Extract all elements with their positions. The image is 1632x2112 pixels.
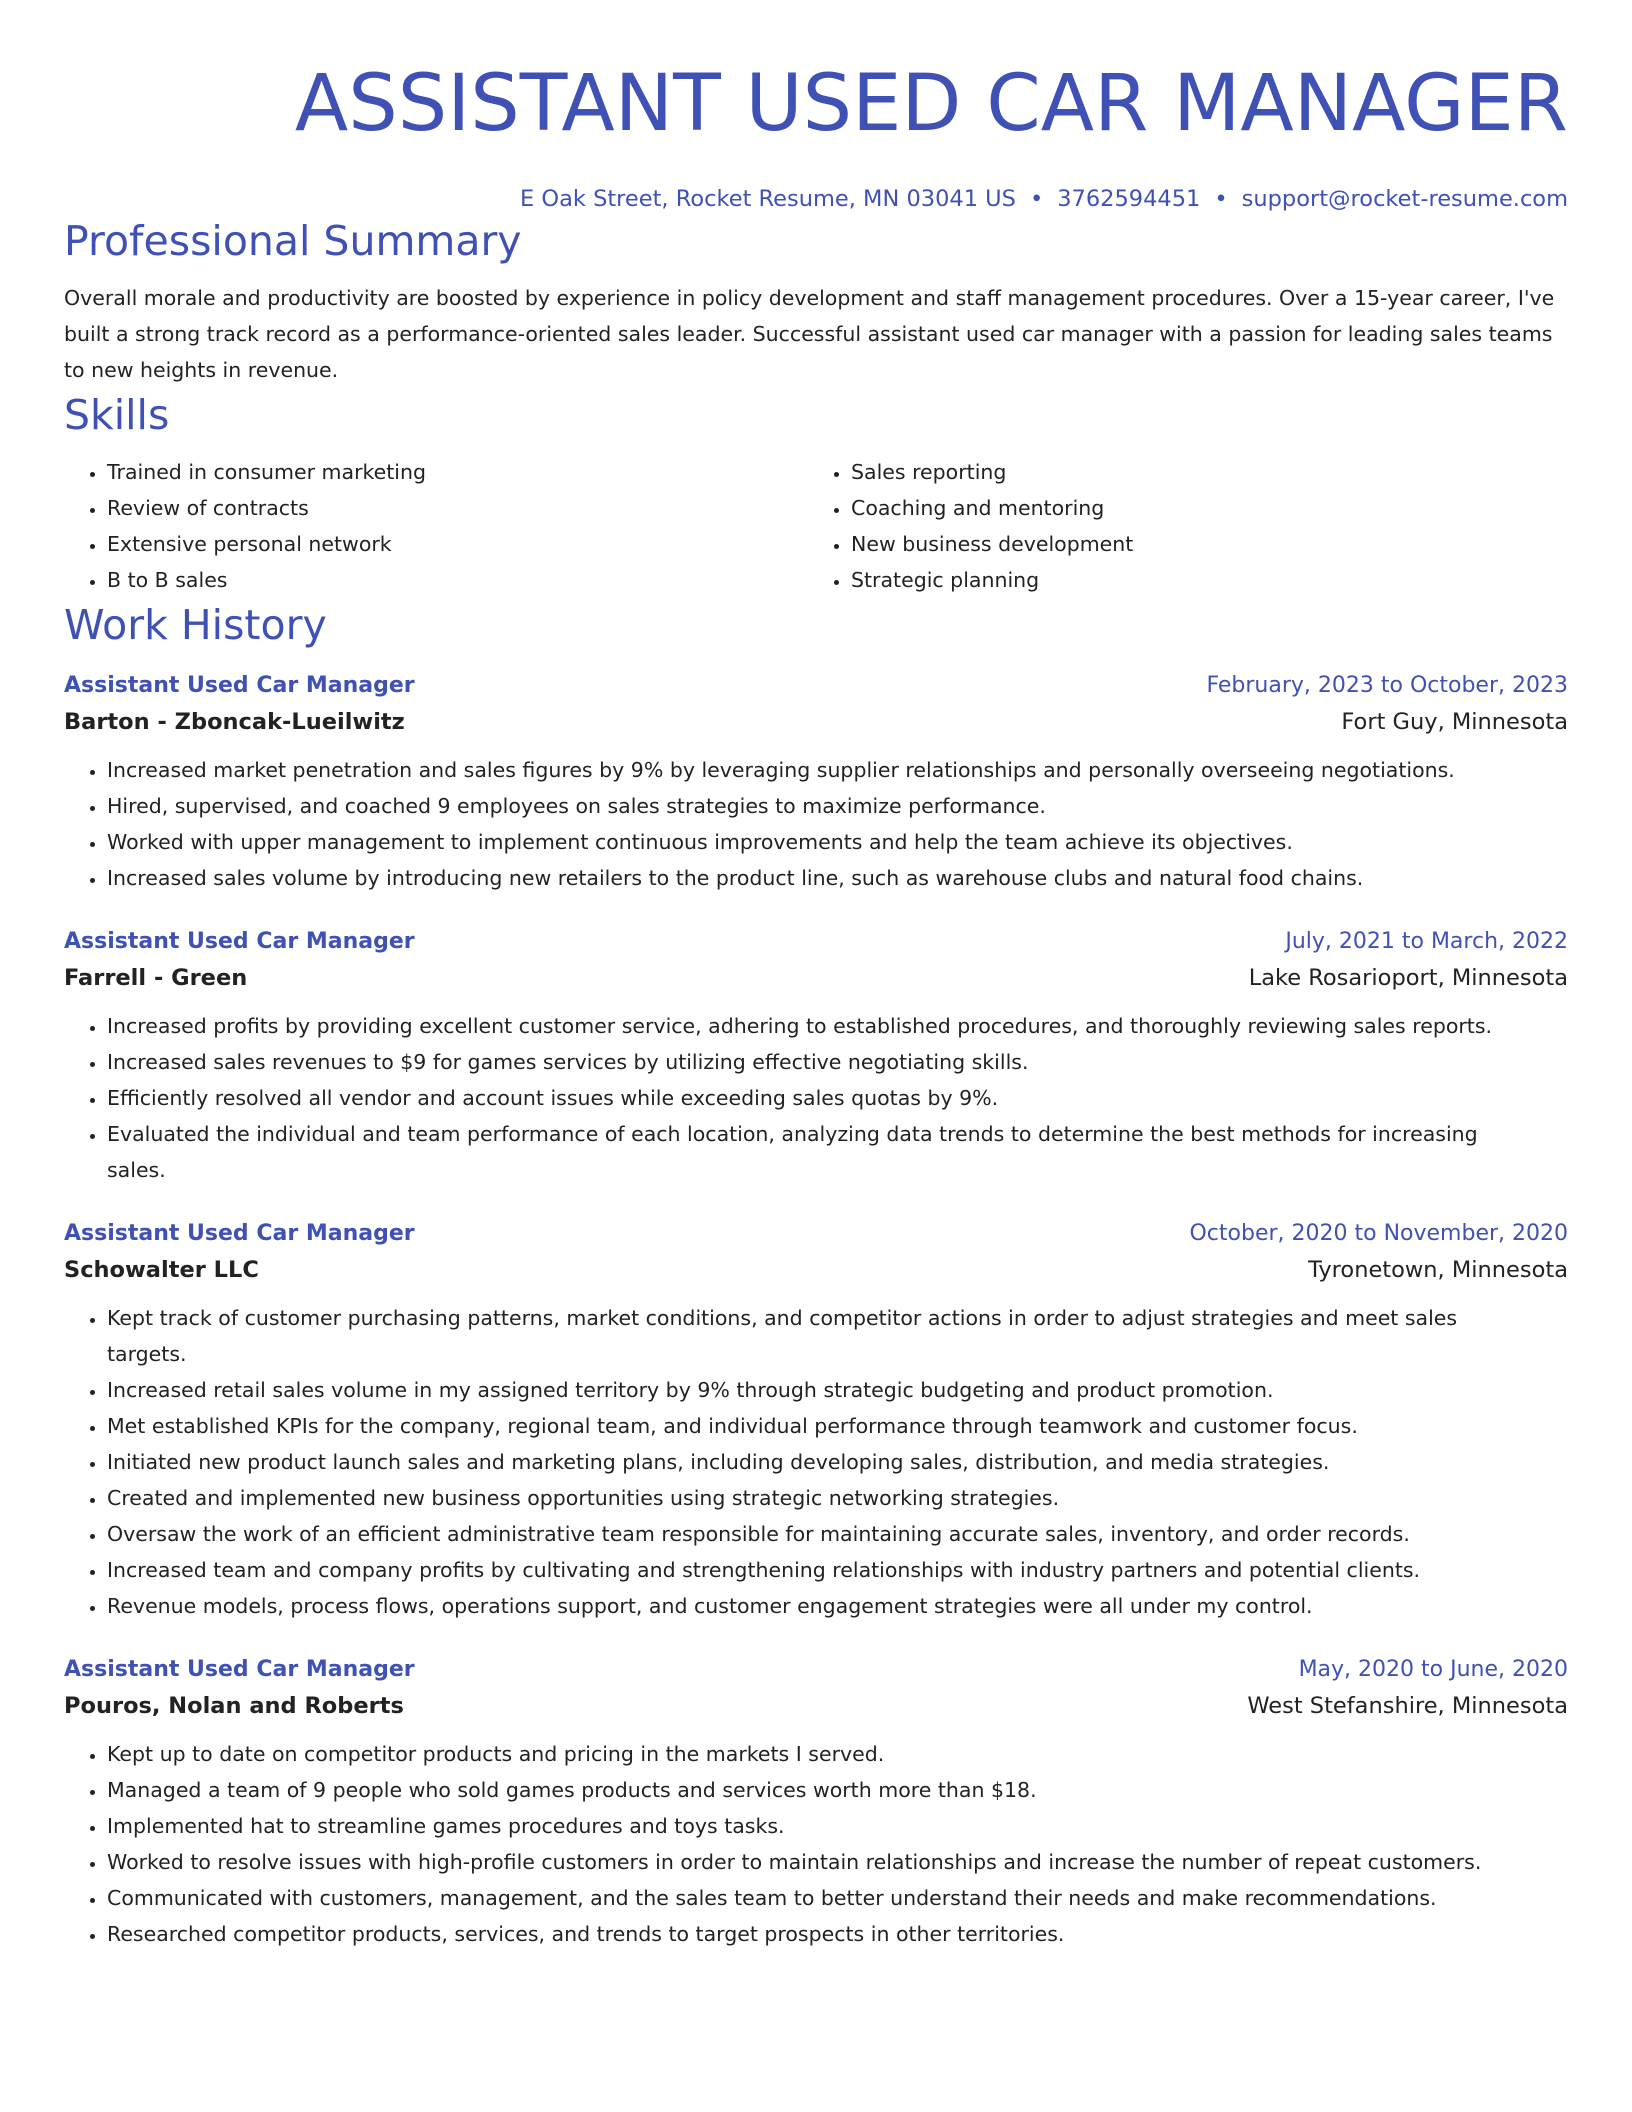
job-entry [64, 1654, 1568, 1952]
contact-separator: • [1029, 186, 1044, 212]
email-link[interactable]: support@rocket-resume.com [1241, 186, 1568, 212]
job-bullet: • Researched competitor products, services, and trends to target prospects in other territories. [107, 1916, 1568, 1952]
job-bullet: • Hired, supervised, and coached 9 employees on sales strategies to maximize performance. [107, 788, 1568, 824]
skills-column-right [807, 454, 1571, 598]
job-location: Fort Guy, Minnesota [1341, 709, 1568, 735]
summary-text: Overall morale and productivity are boosted by experience in policy development and staff management procedures. Over a 15-year career, I've built a strong track record as a performance-oriented sales leader. Successful assistant used car manager with a passion for leading sales teams to new heights in revenue. [64, 286, 1555, 382]
job-bullet: • Kept track of customer purchasing patterns, market conditions, and competitor actions in order to adjust strategies and meet sales targets. [107, 1300, 1568, 1372]
summary-heading: Professional Summary [64, 217, 522, 265]
job-company: Barton - Zboncak-Lueilwitz [64, 709, 405, 735]
job-bullet: • Increased sales volume by introducing new retailers to the product line, such as warehouse clubs and natural food chains. [107, 860, 1568, 896]
skill-item: • Strategic planning [851, 562, 1571, 598]
job-bullet: • Initiated new product launch sales and marketing plans, including developing sales, distribution, and media strategies. [107, 1444, 1568, 1480]
job-bullet: • Increased sales revenues to $9 for games services by utilizing effective negotiating skills. [107, 1044, 1568, 1080]
work-history-list [64, 670, 1568, 1952]
job-location: Tyronetown, Minnesota [1308, 1257, 1568, 1283]
job-bullet: • Managed a team of 9 people who sold games products and services worth more than $18. [107, 1772, 1568, 1808]
skill-item: • Trained in consumer marketing [107, 454, 807, 490]
job-bullet: • Worked to resolve issues with high-profile customers in order to maintain relationships and increase the number of repeat customers. [107, 1844, 1568, 1880]
skills-list [64, 454, 1568, 598]
job-bullets [64, 1300, 1568, 1624]
job-bullet: • Efficiently resolved all vendor and account issues while exceeding sales quotas by 9%. [107, 1080, 1568, 1116]
skills-column-left [64, 454, 807, 598]
job-dates: May, 2020 to June, 2020 [1298, 1657, 1568, 1682]
skills-heading: Skills [64, 391, 170, 439]
job-location: West Stefanshire, Minnesota [1247, 1693, 1568, 1719]
job-bullet: • Increased retail sales volume in my assigned territory by 9% through strategic budgeting and product promotion. [107, 1372, 1568, 1408]
contact-separator: • [1214, 186, 1228, 212]
address: E Oak Street, Rocket Resume, MN 03041 US [520, 186, 1016, 212]
job-bullet: • Communicated with customers, management, and the sales team to better understand their needs and make recommendations. [107, 1880, 1568, 1916]
job-company: Schowalter LLC [64, 1257, 259, 1283]
job-dates: October, 2020 to November, 2020 [1189, 1221, 1568, 1246]
job-bullets [64, 752, 1568, 896]
job-bullet: • Increased team and company profits by cultivating and strengthening relationships with industry partners and potential clients. [107, 1552, 1568, 1588]
job-bullet: • Evaluated the individual and team performance of each location, analyzing data trends to determine the best methods for increasing sales. [107, 1116, 1568, 1188]
skill-item: • B to B sales [107, 562, 807, 598]
work-history-heading: Work History [64, 601, 327, 649]
job-entry [64, 1218, 1568, 1624]
skill-item: • Coaching and mentoring [851, 490, 1571, 526]
job-bullet: • Increased market penetration and sales figures by 9% by leveraging supplier relationships and personally overseeing negotiations. [107, 752, 1568, 788]
skill-item: • New business development [851, 526, 1571, 562]
job-bullet: • Created and implemented new business opportunities using strategic networking strategies. [107, 1480, 1568, 1516]
job-title: Assistant Used Car Manager [64, 929, 415, 954]
job-bullet: • Increased profits by providing excellent customer service, adhering to established procedures, and thoroughly reviewing sales reports. [107, 1008, 1568, 1044]
skill-item: • Sales reporting [851, 454, 1571, 490]
job-bullet: • Revenue models, process flows, operations support, and customer engagement strategies were all under my control. [107, 1588, 1568, 1624]
job-bullet: • Worked with upper management to implement continuous improvements and help the team achieve its objectives. [107, 824, 1568, 860]
phone: 3762594451 [1057, 186, 1201, 212]
job-bullet: • Met established KPIs for the company, regional team, and individual performance through teamwork and customer focus. [107, 1408, 1568, 1444]
skill-item: • Extensive personal network [107, 526, 807, 562]
job-title: Assistant Used Car Manager [64, 1221, 415, 1246]
job-bullets [64, 1736, 1568, 1952]
job-location: Lake Rosarioport, Minnesota [1248, 965, 1568, 991]
job-bullet: • Oversaw the work of an efficient administrative team responsible for maintaining accurate sales, inventory, and order records. [107, 1516, 1568, 1552]
job-bullets [64, 1008, 1568, 1188]
job-dates: February, 2023 to October, 2023 [1206, 673, 1568, 698]
job-dates: July, 2021 to March, 2022 [1285, 929, 1568, 954]
contact-line [64, 184, 1568, 214]
job-company: Farrell - Green [64, 965, 248, 991]
resume-title: ASSISTANT USED CAR MANAGER [294, 59, 1568, 149]
job-title: Assistant Used Car Manager [64, 673, 415, 698]
job-bullet: • Kept up to date on competitor products and pricing in the markets I served. [107, 1736, 1568, 1772]
skill-item: • Review of contracts [107, 490, 807, 526]
job-title: Assistant Used Car Manager [64, 1657, 415, 1682]
job-entry [64, 670, 1568, 896]
job-company: Pouros, Nolan and Roberts [64, 1693, 404, 1719]
job-bullet: • Implemented hat to streamline games procedures and toys tasks. [107, 1808, 1568, 1844]
job-entry [64, 926, 1568, 1188]
